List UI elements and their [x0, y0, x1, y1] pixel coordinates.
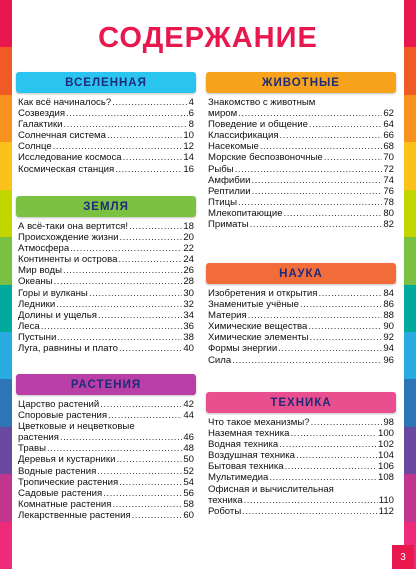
- toc-entry[interactable]: [208, 506, 394, 517]
- toc-entry-page: 112: [378, 505, 394, 517]
- toc-entry-title: Созвездия: [18, 108, 66, 120]
- stripe-segment: [0, 522, 12, 569]
- dot-leader: [70, 243, 182, 254]
- toc-entry-page: 84: [383, 288, 394, 299]
- dot-leader: [248, 310, 383, 321]
- stripe-segment: [404, 95, 416, 142]
- dot-leader: [119, 477, 182, 488]
- toc-entry-title: Атмосфера: [18, 243, 70, 255]
- toc-entry-title: Луга, равнины и плато: [18, 343, 119, 355]
- dot-leader: [123, 152, 183, 163]
- toc-entry-page: 10: [183, 130, 194, 142]
- stripe-segment: [0, 190, 12, 237]
- toc-entry[interactable]: [208, 417, 394, 428]
- stripe-segment: [0, 95, 12, 142]
- toc-entry-page: 52: [183, 465, 194, 477]
- section-banner[interactable]: ТЕХНИКА: [206, 392, 396, 413]
- toc-entry[interactable]: [18, 130, 194, 141]
- dot-leader: [279, 439, 377, 450]
- dot-leader: [97, 466, 182, 477]
- toc-entry-title: Происхождение жизни: [18, 232, 119, 244]
- dot-leader: [53, 141, 183, 152]
- toc-entry[interactable]: [208, 130, 394, 141]
- section-technology: [208, 392, 394, 517]
- dot-leader: [251, 175, 382, 186]
- dot-leader: [310, 332, 383, 343]
- toc-entry-page: 40: [183, 343, 194, 355]
- toc-entry-title: Комнатные растения: [18, 498, 112, 510]
- toc-entry[interactable]: [18, 152, 194, 163]
- toc-entry[interactable]: [208, 288, 394, 299]
- toc-entry[interactable]: [208, 219, 394, 230]
- dot-leader: [103, 488, 182, 499]
- dot-leader: [252, 186, 383, 197]
- dot-leader: [100, 399, 182, 410]
- toc-entry-page: 32: [183, 298, 194, 310]
- toc-entry-page: 94: [383, 343, 394, 355]
- dot-leader: [56, 299, 182, 310]
- toc-entry-title: Океаны: [18, 276, 53, 288]
- toc-entry[interactable]: [18, 288, 194, 299]
- toc-entry-title: Мир воды: [18, 265, 62, 277]
- toc-entry-page: 16: [183, 163, 194, 175]
- dot-leader: [89, 288, 183, 299]
- toc-entry[interactable]: [18, 141, 194, 152]
- toc-entry-page: 48: [183, 443, 194, 455]
- toc-entry-page: 100: [377, 428, 394, 440]
- section-science: [208, 263, 394, 366]
- toc-entry-title: Травы: [18, 443, 46, 455]
- dot-leader: [112, 97, 187, 108]
- toc-entry-title: Сила: [208, 354, 232, 366]
- dot-leader: [290, 428, 377, 439]
- dot-leader: [54, 276, 183, 287]
- stripe-segment: [404, 285, 416, 332]
- stripe-segment: [0, 142, 12, 189]
- toc-entry-title: Мультимедиа: [208, 472, 269, 484]
- dot-leader: [132, 510, 183, 521]
- stripe-segment: [0, 427, 12, 474]
- toc-entry-title: Что такое механизмы?: [208, 417, 310, 428]
- toc-entry[interactable]: [208, 97, 394, 108]
- toc-entry[interactable]: [208, 119, 394, 130]
- toc-entry-title: Млекопитающие: [208, 207, 283, 219]
- toc-entry[interactable]: [208, 450, 394, 461]
- stripe-segment: [404, 379, 416, 426]
- toc-entry-title: Формы энергии: [208, 343, 278, 355]
- toc-entry-page: 24: [183, 254, 194, 266]
- dot-leader: [324, 152, 383, 163]
- dot-leader: [119, 343, 182, 354]
- toc-entry[interactable]: [208, 208, 394, 219]
- dot-leader: [232, 355, 382, 366]
- toc-entry[interactable]: [18, 108, 194, 119]
- toc-entry[interactable]: [208, 332, 394, 343]
- toc-entry-title: Водные растения: [18, 465, 97, 477]
- toc-entry-title: Царство растений: [18, 399, 100, 410]
- toc-entry[interactable]: [208, 310, 394, 321]
- stripe-segment: [0, 332, 12, 379]
- toc-entry-page: 8: [188, 119, 194, 131]
- dot-leader: [296, 450, 377, 461]
- toc-entry[interactable]: [18, 454, 194, 465]
- page-title: СОДЕРЖАНИЕ: [98, 22, 318, 54]
- toc-entry[interactable]: [18, 466, 194, 477]
- toc-entry-page: 66: [383, 130, 394, 142]
- toc-entry-page: 78: [383, 196, 394, 208]
- dot-leader: [250, 219, 383, 230]
- toc-entry-page: 42: [183, 399, 194, 410]
- stripe-segment: [0, 237, 12, 284]
- toc-entry[interactable]: [18, 432, 194, 443]
- toc-entry-page: 64: [383, 119, 394, 131]
- toc-entry[interactable]: [18, 221, 194, 232]
- dot-leader: [285, 461, 377, 472]
- toc-entry[interactable]: [208, 141, 394, 152]
- toc-entry-page: 110: [378, 494, 394, 506]
- toc-entry-page: 26: [183, 265, 194, 277]
- toc-entry-page: 38: [183, 331, 194, 343]
- toc-entry-page: 36: [183, 320, 194, 332]
- toc-entry-page: 54: [183, 476, 194, 488]
- toc-entry-title: Изобретения и открытия: [208, 288, 318, 299]
- toc-entry-title: Лекарственные растения: [18, 509, 131, 521]
- dot-leader: [238, 197, 382, 208]
- toc-entry[interactable]: [18, 310, 194, 321]
- toc-entry-page: 58: [183, 498, 194, 510]
- section-banner[interactable]: ЗЕМЛЯ: [16, 196, 196, 217]
- dot-leader: [57, 332, 182, 343]
- section-animals: [208, 72, 394, 230]
- toc-entry[interactable]: [18, 299, 194, 310]
- dot-leader: [108, 410, 182, 421]
- toc-entry[interactable]: [18, 119, 194, 130]
- dot-leader: [47, 443, 182, 454]
- dot-leader: [309, 119, 382, 130]
- toc-entry-title: Приматы: [208, 219, 249, 231]
- toc-entry-title: Амфибии: [208, 174, 251, 186]
- toc-entry-page: 60: [183, 509, 194, 521]
- toc-entry[interactable]: [18, 443, 194, 454]
- toc-entry-title: Водная техника: [208, 439, 279, 451]
- toc-list: [208, 288, 394, 366]
- dot-leader: [116, 454, 182, 465]
- stripe-segment: [0, 474, 12, 521]
- section-banner[interactable]: ВСЕЛЕННАЯ: [16, 72, 196, 93]
- toc-entry-title: Долины и ущелья: [18, 309, 97, 321]
- stripe-segment: [404, 474, 416, 521]
- stripe-segment: [404, 427, 416, 474]
- dot-leader: [129, 221, 182, 232]
- toc-entry-page: 108: [377, 472, 394, 484]
- page-number: 3: [392, 545, 414, 569]
- toc-entry-title: Рыбы: [208, 163, 234, 175]
- toc-entry[interactable]: [18, 265, 194, 276]
- toc-entry-title: Солнечная система: [18, 130, 106, 142]
- toc-entry[interactable]: [208, 343, 394, 354]
- section-banner[interactable]: НАУКА: [206, 263, 396, 284]
- dot-leader: [318, 288, 382, 299]
- toc-entry[interactable]: [18, 399, 194, 410]
- toc-entry[interactable]: [18, 276, 194, 287]
- toc-entry[interactable]: [18, 332, 194, 343]
- dot-leader: [308, 321, 382, 332]
- section-earth: [18, 196, 194, 354]
- dot-leader: [260, 141, 382, 152]
- toc-entry-page: 34: [183, 309, 194, 321]
- toc-entry-page: 88: [383, 310, 394, 322]
- dot-leader: [63, 265, 182, 276]
- toc-entry[interactable]: [18, 243, 194, 254]
- toc-list: [18, 97, 194, 175]
- toc-entry-page: 90: [383, 321, 394, 333]
- toc-entry-title: Офисная и вычислительная: [208, 483, 334, 495]
- dot-leader: [118, 254, 182, 265]
- toc-entry[interactable]: [208, 472, 394, 483]
- dot-leader: [41, 321, 183, 332]
- toc-entry-page: 50: [183, 454, 194, 466]
- toc-entry-title: Как всё начиналось?: [18, 97, 112, 108]
- toc-entry-title: Ледники: [18, 298, 56, 310]
- dot-leader: [66, 108, 188, 119]
- toc-entry-title: Деревья и кустарники: [18, 454, 116, 466]
- section-banner[interactable]: РАСТЕНИЯ: [16, 374, 196, 395]
- toc-entry-title: техника: [208, 494, 243, 506]
- toc-entry-page: 14: [183, 152, 194, 164]
- toc-entry[interactable]: [208, 164, 394, 175]
- toc-entry-title: Пустыни: [18, 331, 57, 343]
- toc-entry[interactable]: [208, 186, 394, 197]
- toc-entry-title: Леса: [18, 320, 40, 332]
- toc-entry-page: 72: [383, 163, 394, 175]
- dot-leader: [115, 164, 182, 175]
- toc-entry-title: Химические элементы: [208, 332, 309, 344]
- toc-entry[interactable]: [208, 197, 394, 208]
- toc-entry[interactable]: [208, 152, 394, 163]
- toc-entry[interactable]: [208, 461, 394, 472]
- stripe-segment: [0, 285, 12, 332]
- toc-entry-page: 68: [383, 141, 394, 153]
- toc-entry[interactable]: [208, 495, 394, 506]
- toc-entry[interactable]: [208, 175, 394, 186]
- toc-entry-title: Тропические растения: [18, 476, 119, 488]
- toc-entry[interactable]: [18, 232, 194, 243]
- dot-leader: [235, 164, 383, 175]
- toc-entry-page: 20: [183, 232, 194, 244]
- toc-entry-page: 104: [377, 450, 394, 462]
- toc-entry-title: Споровые растения: [18, 410, 108, 422]
- toc-entry-title: Морские беспозвоночные: [208, 152, 323, 164]
- toc-list: [208, 97, 394, 230]
- toc-entry[interactable]: [18, 499, 194, 510]
- toc-entry-page: 44: [183, 410, 194, 422]
- toc-entry[interactable]: [18, 410, 194, 421]
- toc-entry[interactable]: [208, 108, 394, 119]
- dot-leader: [242, 506, 377, 517]
- toc-entry-title: А всё-таки она вертится!: [18, 221, 129, 232]
- toc-entry-page: 92: [383, 332, 394, 344]
- dot-leader: [119, 232, 182, 243]
- toc-entry-page: 62: [383, 108, 394, 120]
- dot-leader: [300, 299, 382, 310]
- dot-leader: [278, 343, 382, 354]
- toc-entry[interactable]: [18, 510, 194, 521]
- toc-entry-title: Материя: [208, 310, 247, 322]
- toc-entry-title: Насекомые: [208, 141, 259, 153]
- toc-entry-title: Поведение и общение: [208, 119, 308, 131]
- toc-entry-page: 80: [383, 207, 394, 219]
- toc-entry[interactable]: [208, 484, 394, 495]
- toc-entry-page: 30: [183, 287, 194, 299]
- dot-leader: [60, 432, 182, 443]
- toc-entry-title: Классификация: [208, 130, 279, 142]
- stripe-segment: [404, 237, 416, 284]
- toc-entry-page: 76: [383, 185, 394, 197]
- toc-entry-title: Химические вещества: [208, 321, 308, 333]
- toc-entry-title: Бытовая техника: [208, 461, 284, 473]
- toc-entry-title: Знаменитые учёные: [208, 299, 299, 311]
- toc-entry[interactable]: [18, 488, 194, 499]
- toc-entry[interactable]: [18, 477, 194, 488]
- toc-entry[interactable]: [18, 321, 194, 332]
- toc-entry-title: Садовые растения: [18, 487, 103, 499]
- toc-entry-title: Исследование космоса: [18, 152, 122, 164]
- toc-entry-page: 74: [383, 174, 394, 186]
- toc-entry[interactable]: [208, 428, 394, 439]
- toc-entry-title: Рептилии: [208, 185, 251, 197]
- toc-entry[interactable]: [18, 343, 194, 354]
- toc-entry-title: Птицы: [208, 196, 238, 208]
- section-banner[interactable]: ЖИВОТНЫЕ: [206, 72, 396, 93]
- dot-leader: [112, 499, 182, 510]
- toc-entry[interactable]: [18, 164, 194, 175]
- section-plants: [18, 374, 194, 521]
- left-rainbow-stripe: [0, 0, 12, 569]
- right-rainbow-stripe: [404, 0, 416, 569]
- toc-entry-page: 82: [383, 219, 394, 231]
- dot-leader: [98, 310, 182, 321]
- toc-entry-title: миром: [208, 108, 238, 120]
- toc-entry-title: Роботы: [208, 505, 242, 517]
- section-universe: [18, 72, 194, 175]
- dot-leader: [107, 130, 182, 141]
- dot-leader: [269, 472, 377, 483]
- dot-leader: [284, 208, 383, 219]
- toc-entry-title: растения: [18, 432, 59, 444]
- dot-leader: [280, 130, 383, 141]
- toc-entry-title: Космическая станция: [18, 163, 115, 175]
- toc-entry-page: 18: [183, 221, 194, 232]
- stripe-segment: [404, 332, 416, 379]
- toc-list: [18, 221, 194, 354]
- toc-entry[interactable]: [18, 97, 194, 108]
- toc-entry-page: 28: [183, 276, 194, 288]
- toc-entry-title: Континенты и острова: [18, 254, 118, 266]
- toc-entry-title: Наземная техника: [208, 428, 290, 440]
- stripe-segment: [0, 379, 12, 426]
- stripe-segment: [404, 142, 416, 189]
- stripe-segment: [404, 190, 416, 237]
- toc-entry-title: Цветковые и нецветковые: [18, 421, 135, 433]
- toc-entry-page: 70: [383, 152, 394, 164]
- toc-entry[interactable]: [208, 299, 394, 310]
- toc-entry-page: 102: [377, 439, 394, 451]
- toc-entry-page: 4: [188, 97, 194, 108]
- toc-entry[interactable]: [18, 254, 194, 265]
- toc-entry[interactable]: [208, 321, 394, 332]
- dot-leader: [311, 417, 383, 428]
- toc-entry-page: 6: [188, 108, 194, 120]
- toc-entry-title: Солнце: [18, 141, 52, 153]
- toc-entry-title: Воздушная техника: [208, 450, 296, 462]
- toc-entry-page: 106: [377, 461, 394, 473]
- toc-entry-page: 12: [183, 141, 194, 153]
- toc-entry-page: 56: [183, 487, 194, 499]
- dot-leader: [238, 108, 382, 119]
- dot-leader: [244, 495, 378, 506]
- toc-entry-title: Знакомство с животным: [208, 97, 316, 108]
- toc-entry-page: 86: [383, 299, 394, 311]
- toc-entry[interactable]: [18, 421, 194, 432]
- toc-entry-page: 46: [183, 432, 194, 444]
- toc-list: [18, 399, 194, 521]
- toc-list: [208, 417, 394, 517]
- toc-entry-title: Галактики: [18, 119, 63, 131]
- toc-entry[interactable]: [208, 355, 394, 366]
- toc-entry[interactable]: [208, 439, 394, 450]
- toc-entry-page: 96: [383, 354, 394, 366]
- dot-leader: [64, 119, 188, 130]
- toc-entry-page: 22: [183, 243, 194, 255]
- toc-entry-title: Горы и вулканы: [18, 287, 88, 299]
- toc-entry-page: 98: [383, 417, 394, 428]
